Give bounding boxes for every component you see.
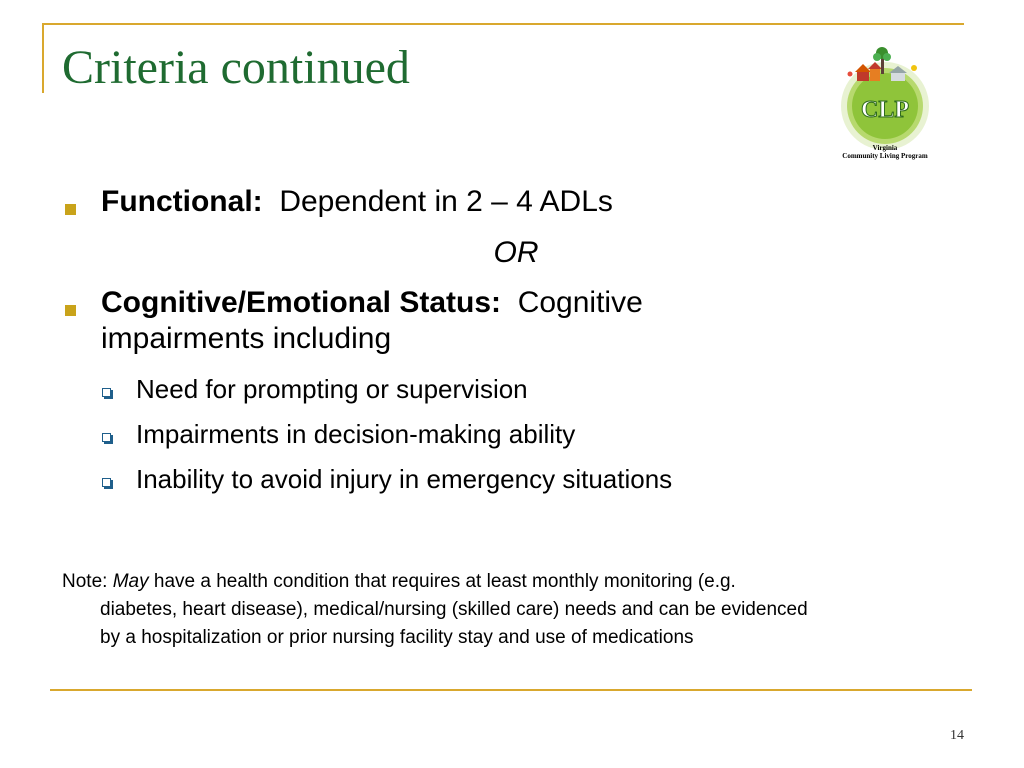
note-text-line1: have a health condition that requires at least monthly monitoring (e.g. bbox=[153, 571, 736, 592]
cognitive-sub-list bbox=[60, 367, 960, 502]
bullet-cognitive bbox=[60, 285, 960, 357]
page-number: 14 bbox=[950, 728, 964, 743]
left-rule bbox=[42, 23, 44, 93]
sub-item-text: Impairments in decision-making ability bbox=[136, 419, 576, 449]
note-prefix: Note: bbox=[62, 571, 108, 592]
logo-text: CLP bbox=[861, 97, 909, 123]
square-bullet-icon bbox=[65, 204, 76, 215]
checkbox-bullet-icon bbox=[102, 478, 111, 487]
slide-title: Criteria continued bbox=[62, 41, 410, 94]
functional-text: Dependent in 2 – 4 ADLs bbox=[279, 185, 613, 218]
clp-logo bbox=[828, 38, 950, 162]
sub-list-item bbox=[60, 412, 960, 457]
top-rule bbox=[42, 23, 964, 25]
note-line1 bbox=[62, 568, 962, 596]
slide-body bbox=[60, 184, 960, 502]
cognitive-text-line1: Cognitive bbox=[517, 286, 643, 319]
sub-list-item bbox=[60, 367, 960, 412]
bullet-functional bbox=[60, 184, 960, 220]
sub-item-text: Need for prompting or supervision bbox=[136, 374, 528, 404]
note-emphasis: May bbox=[112, 571, 149, 592]
sub-item-text: Inability to avoid injury in emergency situations bbox=[136, 464, 673, 494]
logo-caption-line2: Community Living Program bbox=[842, 152, 928, 160]
logo-caption-line1: Virginia bbox=[872, 144, 898, 152]
functional-label: Functional: bbox=[101, 185, 263, 218]
note-line3: by a hospitalization or prior nursing facility stay and use of medications bbox=[100, 627, 694, 648]
note-paragraph bbox=[62, 568, 962, 652]
bottom-rule bbox=[50, 689, 972, 691]
cognitive-label: Cognitive/Emotional Status: bbox=[101, 286, 502, 319]
sub-list-item bbox=[60, 457, 960, 502]
logo-house-icon bbox=[857, 71, 869, 81]
note-line2: diabetes, heart disease), medical/nursing (skilled care) needs and can be evidenced bbox=[100, 599, 808, 620]
checkbox-bullet-icon bbox=[102, 433, 111, 442]
cognitive-text-line2: impairments including bbox=[101, 322, 392, 355]
or-separator: OR bbox=[493, 236, 539, 269]
checkbox-bullet-icon bbox=[102, 388, 111, 397]
square-bullet-icon bbox=[65, 305, 76, 316]
